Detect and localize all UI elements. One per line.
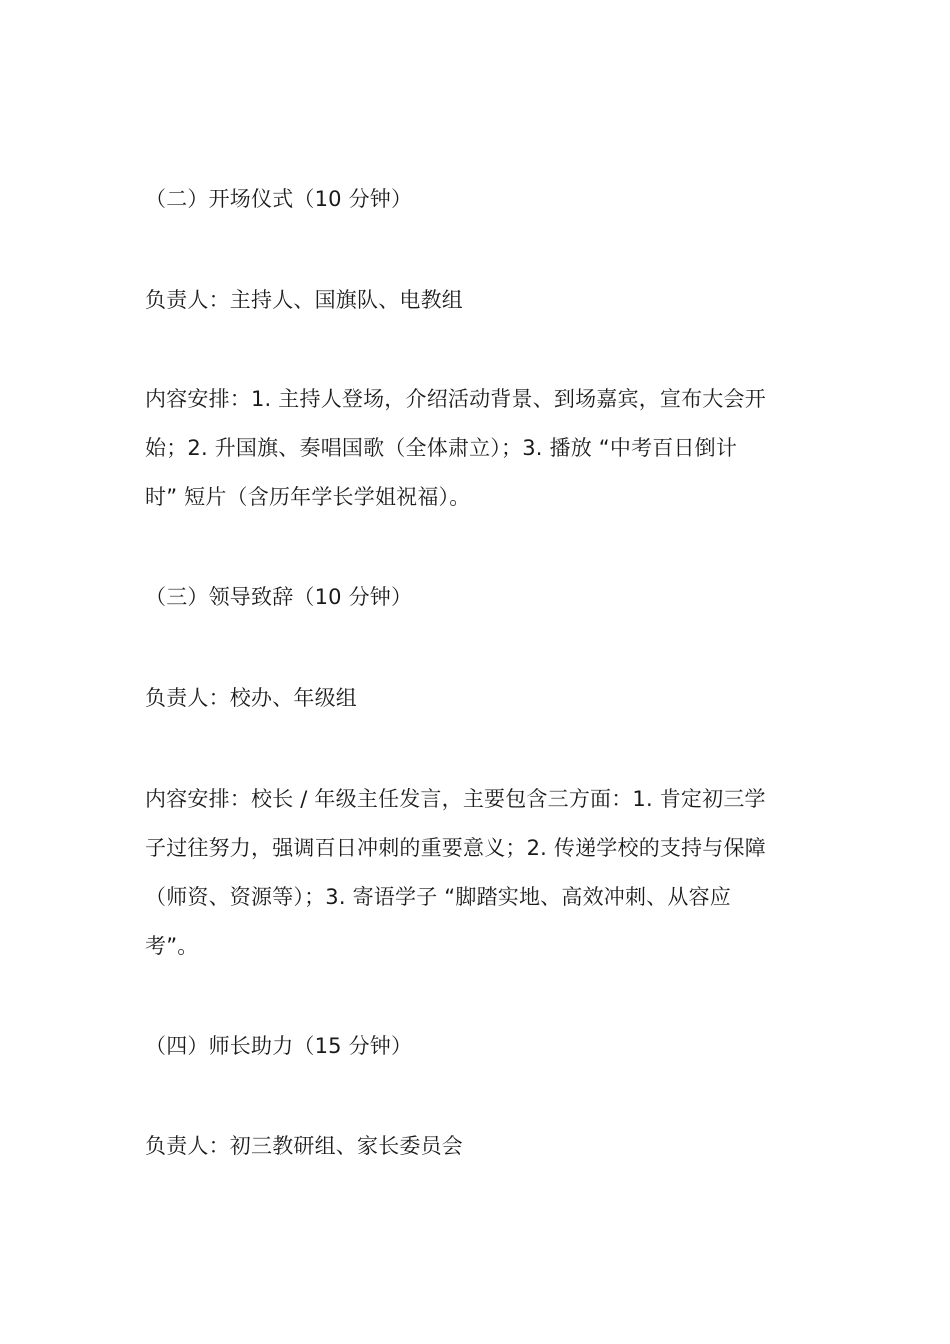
section-owner-leader-speech: 负责人：校办、年级组 bbox=[145, 686, 357, 710]
content-line: 子过往努力，强调百日冲刺的重要意义；2. 传递学校的支持与保障 bbox=[145, 836, 766, 860]
content-line: 内容安排：校长 / 年级主任发言，主要包含三方面：1. 肯定初三学 bbox=[145, 787, 766, 811]
content-line: （师资、资源等）；3. 寄语学子 “脚踏实地、高效冲刺、从容应 bbox=[145, 885, 731, 909]
section-owner-teacher-support: 负责人：初三教研组、家长委员会 bbox=[145, 1134, 463, 1158]
content-line: 始；2. 升国旗、奏唱国歌（全体肃立）；3. 播放 “中考百日倒计 bbox=[145, 436, 738, 460]
section-heading-opening-ceremony: （二）开场仪式（10 分钟） bbox=[145, 187, 413, 211]
section-heading-leader-speech: （三）领导致辞（10 分钟） bbox=[145, 585, 413, 609]
content-line: 时” 短片（含历年学长学姐祝福）。 bbox=[145, 485, 471, 509]
section-heading-teacher-support: （四）师长助力（15 分钟） bbox=[145, 1034, 413, 1058]
section-owner-opening-ceremony: 负责人：主持人、国旗队、电教组 bbox=[145, 288, 463, 312]
content-line: 考”。 bbox=[145, 934, 199, 958]
content-line: 内容安排：1. 主持人登场，介绍活动背景、到场嘉宾，宣布大会开 bbox=[145, 387, 766, 411]
